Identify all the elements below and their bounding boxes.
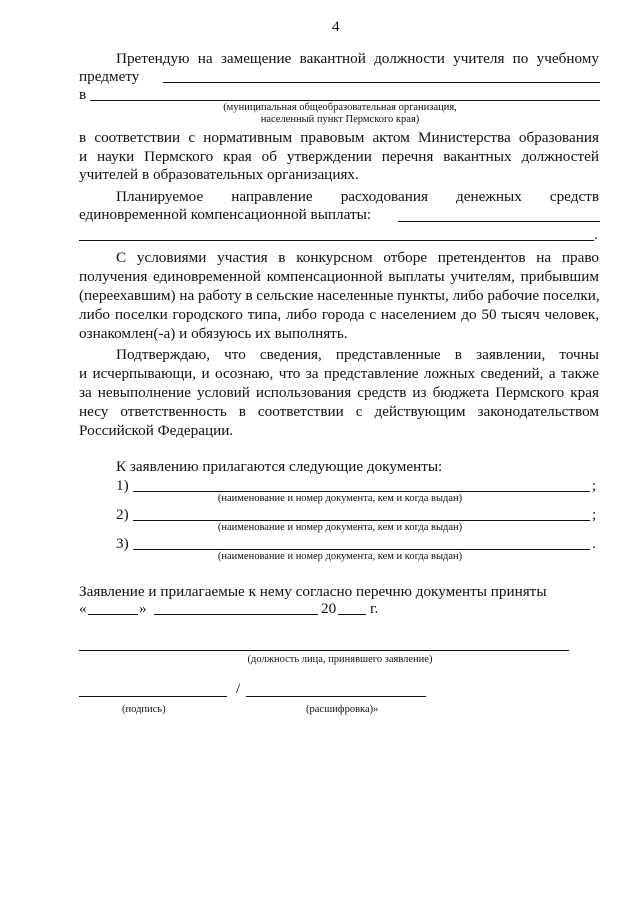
quote-open: « xyxy=(79,600,87,617)
p2-line2: единовременной компенсационной выплаты: xyxy=(79,206,372,223)
expense-field-2[interactable] xyxy=(79,240,594,241)
documents-heading: К заявлению прилагаются следующие документы: xyxy=(116,458,443,475)
decode-note: (расшифровка)» xyxy=(306,704,379,715)
decode-field[interactable] xyxy=(246,696,426,697)
year-suffix: г. xyxy=(370,600,379,617)
school-note-1: (муниципальная общеобразовательная организация, xyxy=(223,102,457,113)
signature-note: (подпись) xyxy=(122,704,166,715)
quote-close: » xyxy=(139,600,147,617)
year-prefix: 20 xyxy=(321,600,337,617)
p4-line4: несу ответственность в соответствии с действующим законодательством xyxy=(79,403,599,420)
school-note-2: населенный пункт Пермского края) xyxy=(260,114,420,125)
p2-line1: Планируемое направление расходования денежных средств xyxy=(116,188,599,205)
doc-2-num: 2) xyxy=(116,506,129,523)
doc-1-num: 1) xyxy=(116,477,129,494)
p4-line3: за невыполнение условий использования средств из бюджета Пермского края xyxy=(79,384,599,401)
subject-label: предмету xyxy=(79,68,140,85)
day-field[interactable] xyxy=(88,614,138,615)
p4-line5: Российской Федерации. xyxy=(79,422,234,439)
p3-line2: получения единовременной компенсационной выплаты учителям, прибывшим xyxy=(79,268,599,285)
p3-line3: (переехавшим) на работу в сельские населенные пункты, либо рабочие поселки, xyxy=(79,287,600,304)
doc-3-num: 3) xyxy=(116,535,129,552)
in-label: в xyxy=(79,86,87,103)
page-number: 4 xyxy=(332,18,340,35)
doc-1-end: ; xyxy=(592,477,597,494)
p3-line5: ознакомлен(-а) и обязуюсь их выполнять. xyxy=(79,325,348,342)
doc-3-note: (наименование и номер документа, кем и когда выдан) xyxy=(217,551,463,562)
doc-2-end: ; xyxy=(592,506,597,523)
month-field[interactable] xyxy=(154,614,318,615)
signature-field[interactable] xyxy=(79,696,227,697)
doc-1-note: (наименование и номер документа, кем и когда выдан) xyxy=(217,493,463,504)
expense-field-1[interactable] xyxy=(398,221,600,222)
p1-line1: Претендую на замещение вакантной должности учителя по учебному xyxy=(116,50,599,67)
p1-line4: учителей в образовательных организациях. xyxy=(79,166,359,183)
p4-line2: и исчерпывающи, и осознаю, что за представление ложных сведений, а также xyxy=(79,365,599,382)
acceptance-line: Заявление и прилагаемые к нему согласно перечню документы приняты xyxy=(79,583,547,600)
p4-line1: Подтверждаю, что сведения, представленные в заявлении, точны xyxy=(116,346,599,363)
signature-slash: / xyxy=(236,680,241,697)
expense-end-dot: . xyxy=(594,226,598,243)
p3-line4: либо поселки городского типа, либо города с населением до 50 тысяч человек, xyxy=(79,306,599,323)
p3-line1: С условиями участия в конкурсном отборе претендентов на право xyxy=(116,249,599,266)
position-note: (должность лица, принявшего заявление) xyxy=(247,654,433,665)
p1-line3: и науки Пермского края об утверждении перечня вакантных должностей xyxy=(79,148,599,165)
subject-field[interactable] xyxy=(163,82,600,83)
position-field[interactable] xyxy=(79,650,569,651)
p1-line2: в соответствии с нормативным правовым актом Министерства образования xyxy=(79,129,599,146)
doc-2-note: (наименование и номер документа, кем и когда выдан) xyxy=(217,522,463,533)
year-field[interactable] xyxy=(338,614,366,615)
doc-3-end: . xyxy=(592,535,596,552)
